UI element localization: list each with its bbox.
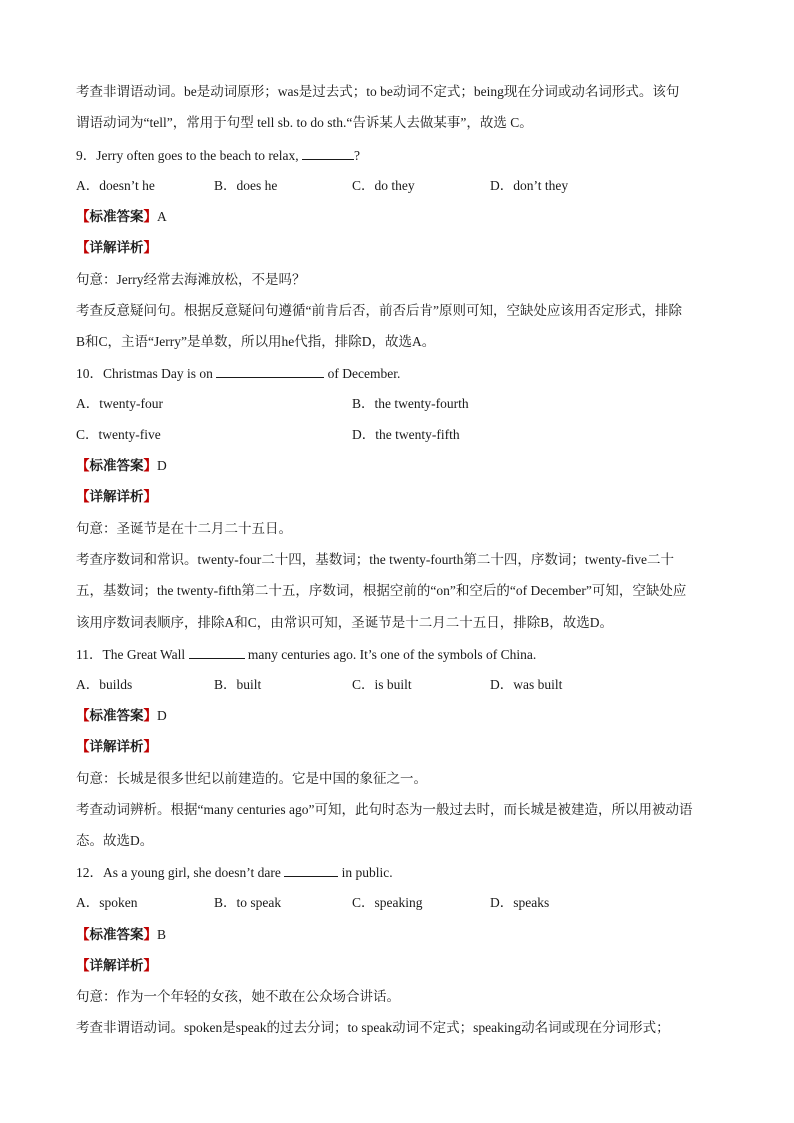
text-line: 考查序数词和常识。twenty-four二十四，基数词；the twenty-fourth第二十四，序数词；twenty-five二十	[76, 552, 675, 567]
text-line: 态。故选D。	[76, 833, 154, 848]
question-text: ?	[354, 148, 361, 163]
text-line: 考查非谓语动词。spoken是speak的过去分词；to speak动词不定式；speaking动名词或现在分词形式；	[76, 1020, 670, 1035]
option-d: D．was built	[490, 677, 563, 692]
option-a: A．builds	[76, 677, 133, 692]
text-line: 句意：长城是很多世纪以前建造的。它是中国的象征之一。	[76, 771, 427, 786]
question-9	[76, 145, 726, 166]
analysis-label: 【详解详析】	[76, 739, 157, 755]
option-c: C．twenty-five	[76, 427, 161, 442]
question-11	[76, 644, 726, 665]
text-line: 考查动词辨析。根据“many centuries ago”可知，此句时态为一般过去时，而长城是被建造，所以用被动语	[76, 802, 693, 817]
text-line: B和C，主语“Jerry”是单数，所以用he代指，排除D，故选A。	[76, 334, 436, 349]
option-b: B．the twenty-fourth	[352, 396, 469, 411]
question-text: 11．The Great Wall	[76, 647, 186, 662]
answer-blank	[284, 862, 338, 877]
text-line: 句意：Jerry经常去海滩放松，不是吗？	[76, 272, 306, 287]
text-line: 考查反意疑问句。根据反意疑问句遵循“前肯后否，前否后肯”原则可知，空缺处应该用否定形式，排除	[76, 303, 682, 318]
text-line: 考查非谓语动词。be是动词原形；was是过去式；to be动词不定式；being现在分词或动名词形式。该句	[76, 84, 680, 99]
answer-label: 【标准答案】B	[76, 927, 167, 943]
analysis-label: 【详解详析】	[76, 489, 157, 505]
answer-blank	[189, 644, 245, 659]
question-10	[76, 363, 726, 384]
question-text: of December.	[327, 366, 401, 381]
option-a: A．spoken	[76, 895, 138, 910]
question-text: 9．Jerry often goes to the beach to relax,	[76, 148, 299, 163]
option-a: A．twenty-four	[76, 396, 163, 411]
text-line: 句意：圣诞节是在十二月二十五日。	[76, 521, 292, 536]
option-d: D．the twenty-fifth	[352, 427, 460, 442]
text-line: 谓语动词为“tell”，常用于句型 tell sb. to do sth.“告诉某人去做某事”，故选 C。	[76, 115, 533, 130]
question-text: in public.	[341, 865, 393, 880]
option-c: C．do they	[352, 178, 415, 193]
option-d: D．speaks	[490, 895, 550, 910]
option-b: B．built	[214, 677, 262, 692]
answer-blank	[216, 363, 324, 378]
option-c: C．speaking	[352, 895, 423, 910]
answer-label: 【标准答案】D	[76, 708, 167, 724]
answer-label: 【标准答案】A	[76, 209, 167, 225]
text-line: 五，基数词；the twenty-fifth第二十五，序数词，根据空前的“on”和空后的“of December”可知，空缺处应	[76, 583, 687, 598]
question-text: many centuries ago. It’s one of the symbols of China.	[247, 647, 537, 662]
text-line: 该用序数词表顺序，排除A和C，由常识可知，圣诞节是十二月二十五日，排除B，故选D。	[76, 615, 614, 630]
text-line: 句意：作为一个年轻的女孩，她不敢在公众场合讲话。	[76, 989, 400, 1004]
option-c: C．is built	[352, 677, 412, 692]
analysis-label: 【详解详析】	[76, 240, 157, 256]
option-a: A．doesn’t he	[76, 178, 155, 193]
option-d: D．don’t they	[490, 178, 569, 193]
question-12	[76, 862, 726, 883]
analysis-label: 【详解详析】	[76, 958, 157, 974]
answer-blank	[302, 145, 354, 160]
question-text: 10．Christmas Day is on	[76, 366, 213, 381]
question-text: 12．As a young girl, she doesn’t dare	[76, 865, 281, 880]
answer-label: 【标准答案】D	[76, 458, 167, 474]
option-b: B．does he	[214, 178, 278, 193]
option-b: B．to speak	[214, 895, 282, 910]
